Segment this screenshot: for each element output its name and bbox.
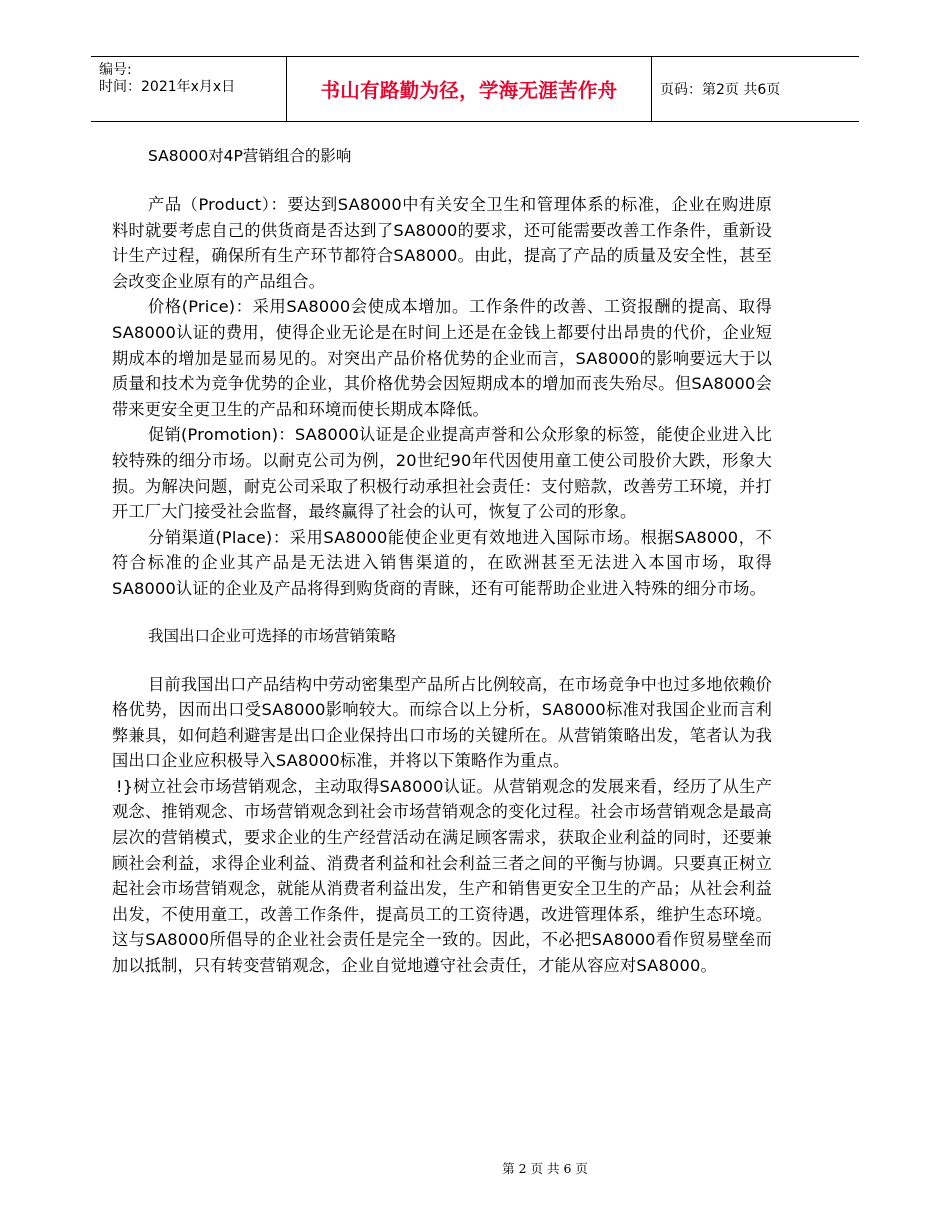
body-paragraph: 目前我国出口产品结构中劳动密集型产品所占比例较高，在市场竞争中也过多地依赖价格优势，因而出口受SA8000影响较大。而综合以上分析，SA8000标准对我国企业而言利弊兼具，如何趋利避害是出口企业保持出口市场的关键所在。从营销策略出发，笔者认为我国出口企业应积极导入SA8000标准，并将以下策略作为重点。 <box>112 674 772 771</box>
page-header <box>91 56 859 122</box>
document-number-label: 编号: <box>99 62 132 78</box>
document-body <box>112 143 772 979</box>
header-motto: 书山有路勤为径，学海无涯苦作舟 <box>320 79 618 102</box>
section-heading: SA8000对4P营销组合的影响 <box>148 147 352 165</box>
body-paragraph: !}树立社会市场营销观念，主动取得SA8000认证。从营销观念的发展来看，经历了从生产观念、推销观念、市场营销观念到社会市场营销观念的变化过程。社会市场营销观念是最高层次的营销模式，要求企业的生产经营活动在满足顾客需求，获取企业利益的同时，还要兼顾社会利益，求得企业利益、消费者利益和社会利益三者之间的平衡与协调。只要真正树立起社会市场营销观念，就能从消费者利益出发，生产和销售更安全卫生的产品；从社会利益出发，不使用童工，改善工作条件，提高员工的工资待遇，改进管理体系，维护生态环境。这与SA8000所倡导的企业社会责任是完全一致的。因此，不必把SA8000看作贸易壁垒而加以抵制，只有转变营销观念，企业自觉地遵守社会责任，才能从容应对SA8000。 <box>112 776 772 976</box>
body-paragraph: 产品（Product）：要达到SA8000中有关安全卫生和管理体系的标准，企业在购进原料时就要考虑自己的供货商是否达到了SA8000的要求，还可能需要改善工作条件，重新设计生产过程，确保所有生产环节都符合SA8000。由此，提高了产品的质量及安全性，甚至会改变企业原有的产品组合。 <box>112 195 772 291</box>
page-footer: 第 2 页 共 6 页 <box>502 1161 588 1176</box>
body-paragraph: 促销(Promotion)：SA8000认证是企业提高声誉和公众形象的标签，能使企业进入比较特殊的细分市场。以耐克公司为例，20世纪90年代因使用童工使公司股价大跌，形象大损。为解决问题，耐克公司采取了积极行动承担社会责任：支付赔款，改善劳工环境，并打开工厂大门接受社会监督，最终赢得了社会的认可，恢复了公司的形象。 <box>112 425 772 522</box>
body-paragraph: 价格(Price)：采用SA8000会使成本增加。工作条件的改善、工资报酬的提高、取得SA8000认证的费用，使得企业无论是在时间上还是在金钱上都要付出昂贵的代价，企业短期成本的增加是显而易见的。对突出产品价格优势的企业而言，SA8000的影响要远大于以质量和技术为竞争优势的企业，其价格优势会因短期成本的增加而丧失殆尽。但SA8000会带来更安全更卫生的产品和环境而使长期成本降低。 <box>112 297 772 419</box>
section-heading: 我国出口企业可选择的市场营销策略 <box>148 626 397 645</box>
header-meta <box>91 57 286 121</box>
document-time-label: 时间：2021年x月x日 <box>99 79 236 95</box>
body-paragraph: 分销渠道(Place)：采用SA8000能使企业更有效地进入国际市场。根据SA8000，不符合标准的企业其产品是无法进入销售渠道的，在欧洲甚至无法进入本国市场，取得SA8000认证的企业及产品将得到购货商的青睐，还有可能帮助企业进入特殊的细分市场。 <box>112 527 772 598</box>
header-page-number: 页码：第2页 共6页 <box>660 82 781 98</box>
header-motto-cell <box>286 57 652 121</box>
header-page-cell <box>652 57 859 121</box>
